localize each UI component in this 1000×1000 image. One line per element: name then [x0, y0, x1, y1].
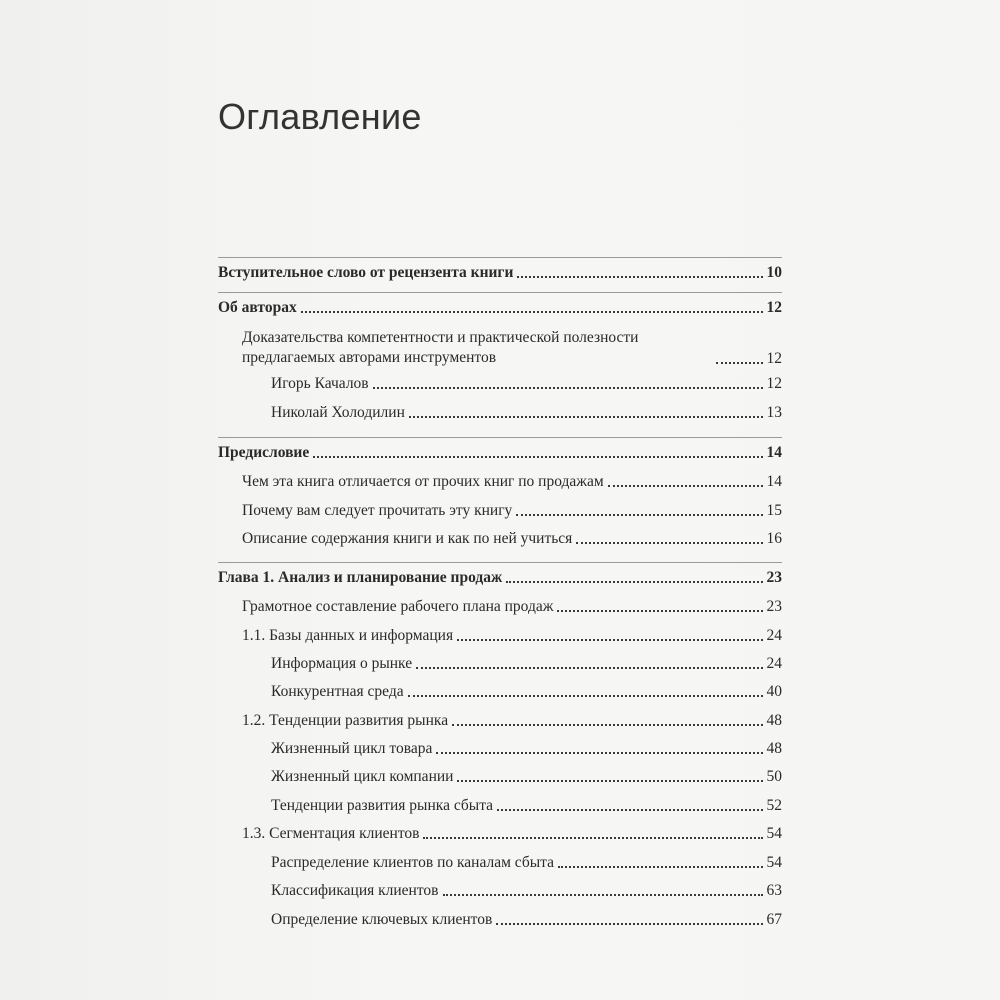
divider: [218, 257, 782, 258]
leader-dots: [313, 453, 762, 458]
toc-entry-label: Вступительное слово от рецензента книги: [218, 264, 514, 281]
page-title: Оглавление: [218, 96, 422, 137]
toc-entry-ch1-1-competition: [271, 683, 782, 701]
toc-entry-preface-desc: [242, 530, 782, 548]
toc-entry-page: 50: [766, 768, 782, 785]
toc-entry-page: 48: [766, 712, 782, 729]
leader-dots: [517, 273, 762, 278]
toc-entry-label: Грамотное составление рабочего плана продаж: [242, 598, 554, 615]
toc-entry-kachalov: [271, 375, 782, 393]
toc-entry-label: Тенденции развития рынка сбыта: [271, 797, 494, 814]
toc-entry-page: 40: [766, 683, 782, 700]
toc-entry-page: 16: [766, 530, 782, 547]
toc-entry-label: Чем эта книга отличается от прочих книг по продажам: [242, 473, 604, 490]
leader-dots: [457, 777, 762, 782]
toc-entry-page: 12: [766, 299, 782, 316]
toc-entry-page: 23: [766, 569, 782, 586]
toc-entry-ch1-2-trends: [271, 797, 782, 815]
toc-entry-preface-diff: [242, 473, 782, 491]
toc-entry-page: 15: [766, 502, 782, 519]
leader-dots: [409, 413, 763, 418]
toc-entry-about: [218, 299, 782, 317]
toc-entry-ch1-3-key: [271, 911, 782, 929]
toc-entry-page: 14: [766, 473, 782, 490]
toc-entry-about-proof: [242, 328, 782, 368]
toc-entry-ch1-2-company: [271, 768, 782, 786]
leader-dots: [408, 692, 763, 697]
toc-entry-label: Почему вам следует прочитать эту книгу: [242, 502, 513, 519]
toc-entry-label: 1.2. Тенденции развития рынка: [242, 712, 449, 729]
leader-dots: [497, 806, 762, 811]
toc-entry-page: 54: [766, 825, 782, 842]
toc-entry-label: 1.3. Сегментация клиентов: [242, 825, 420, 842]
toc-entry-page: 23: [766, 598, 782, 615]
toc-entry-page: 14: [766, 444, 782, 461]
leader-dots: [423, 834, 762, 839]
leader-dots: [301, 308, 763, 313]
leader-dots: [436, 749, 762, 754]
divider: [218, 437, 782, 438]
toc-entry-label: Глава 1. Анализ и планирование продаж: [218, 569, 503, 586]
toc-entry-chapter-1: [218, 569, 782, 587]
leader-dots: [557, 607, 762, 612]
toc-entry-page: 12: [766, 375, 782, 392]
toc-entry-page: 54: [766, 854, 782, 871]
toc-entry-label: Распределение клиентов по каналам сбыта: [271, 854, 554, 871]
toc-entry-page: 24: [766, 627, 782, 644]
toc-entry-page: 63: [766, 882, 782, 899]
leader-dots: [457, 636, 762, 641]
toc-entry-ch1-plan: [242, 598, 782, 616]
toc-entry-label: Жизненный цикл товара: [271, 740, 433, 757]
toc-entry-ch1-3-channels: [271, 854, 782, 872]
leader-dots: [716, 359, 763, 364]
leader-dots: [496, 920, 762, 925]
toc-entry-label: Информация о рынке: [271, 655, 413, 672]
toc-entry-label: Доказательства компетентности и практической полезности предлагаемых авторами инструментов: [242, 329, 639, 366]
toc-entry-page: 67: [766, 911, 782, 928]
toc-entry-holodilin: [271, 404, 782, 422]
leader-dots: [516, 511, 762, 516]
toc-entry-page: 52: [766, 797, 782, 814]
toc-entry-page: 10: [766, 264, 782, 281]
toc-entry-page: 12: [766, 350, 782, 367]
leader-dots: [608, 482, 763, 487]
leader-dots: [443, 891, 763, 896]
toc-entry-intro: [218, 264, 782, 282]
toc-entry-preface: [218, 444, 782, 462]
toc-entry-page: 48: [766, 740, 782, 757]
divider: [218, 292, 782, 293]
leader-dots: [576, 539, 762, 544]
leader-dots: [452, 721, 762, 726]
toc-entry-ch1-2-product: [271, 740, 782, 758]
toc-entry-label: Николай Холодилин: [271, 404, 405, 421]
toc-entry-ch1-1-market: [271, 655, 782, 673]
toc-entry-ch1-3: [242, 825, 782, 843]
toc-entry-label: Игорь Качалов: [271, 375, 369, 392]
toc-entry-ch1-3-class: [271, 882, 782, 900]
leader-dots: [506, 578, 762, 583]
toc-entry-label: Описание содержания книги и как по ней учиться: [242, 530, 573, 547]
leader-dots: [416, 664, 762, 669]
toc-entry-label: Определение ключевых клиентов: [271, 911, 493, 928]
toc-entry-page: 13: [766, 404, 782, 421]
toc-entry-label: Классификация клиентов: [271, 882, 439, 899]
toc-entry-ch1-2: [242, 712, 782, 730]
toc-entry-label: Жизненный цикл компании: [271, 768, 454, 785]
leader-dots: [373, 384, 763, 389]
toc-entry-page: 24: [766, 655, 782, 672]
toc-entry-preface-why: [242, 502, 782, 520]
toc-entry-label: Конкурентная среда: [271, 683, 404, 700]
toc-entry-label: Предисловие: [218, 444, 310, 461]
toc-entry-ch1-1: [242, 627, 782, 645]
toc-entry-label: 1.1. Базы данных и информация: [242, 627, 454, 644]
leader-dots: [558, 863, 763, 868]
toc-entry-label: Об авторах: [218, 299, 297, 316]
divider: [218, 562, 782, 563]
